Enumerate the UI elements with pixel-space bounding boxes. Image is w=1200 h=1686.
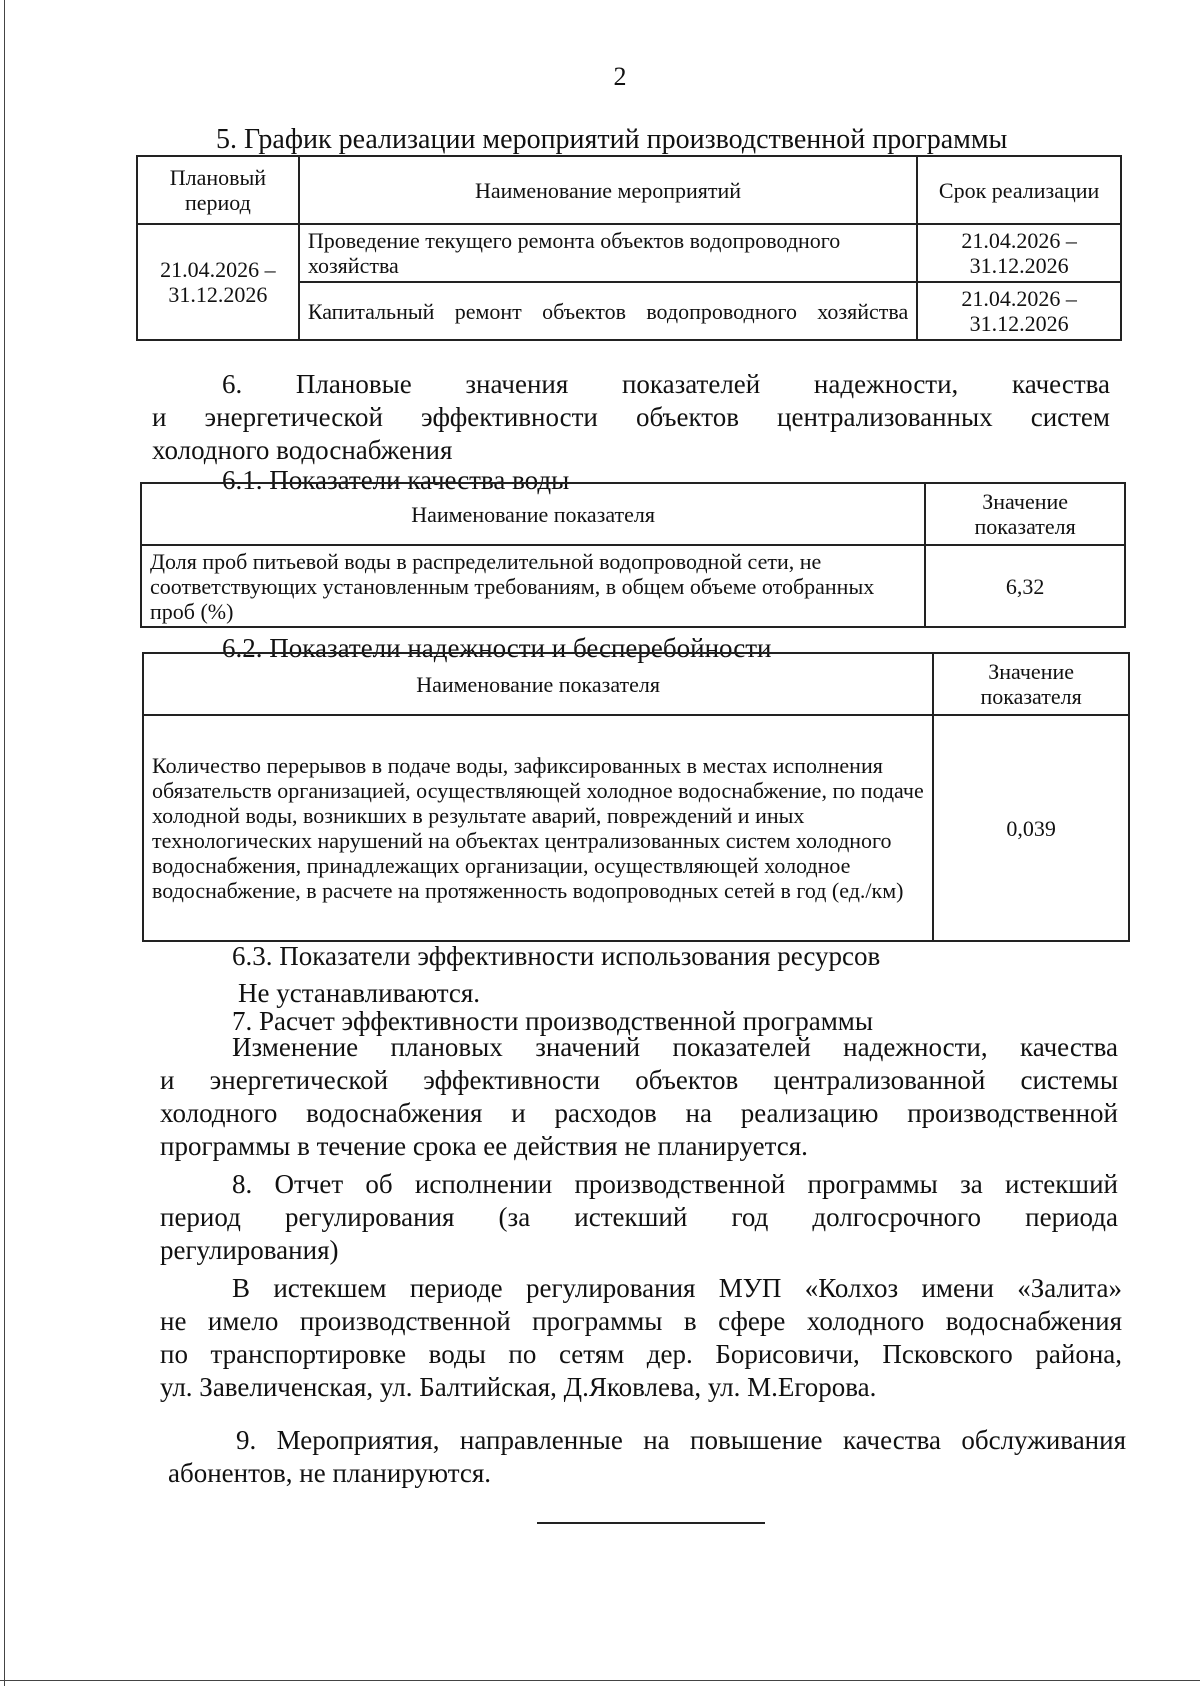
scan-border-bottom [0,1680,1200,1681]
col-header-indicator: Наименование показателя [143,653,933,715]
section8-title-line2: период регулирования (за истекший год долгосрочного периода [160,1202,1118,1232]
section6-title-line3: холодного водоснабжения [152,435,453,465]
activity-term: 21.04.2026 – 31.12.2026 [917,282,1121,340]
section61-title: 6.1. Показатели качества воды [222,465,570,495]
section9-line1: 9. Мероприятия, направленные на повышение качества обслуживания [236,1425,1126,1455]
activity-term: 21.04.2026 – 31.12.2026 [917,224,1121,282]
reliability-table [142,652,1130,942]
section6-title-line1: 6. Плановые значения показателей надежности, качества [222,369,1110,399]
section8-paragraph-line3: по транспортировке воды по сетям дер. Борисовичи, Псковского района, [160,1339,1122,1369]
table-row [143,715,1129,941]
indicator-value: 0,039 [933,715,1129,941]
indicator-value: 6,32 [925,545,1125,627]
section62-title: 6.2. Показатели надежности и бесперебойности [222,633,772,663]
section7-title: 7. Расчет эффективности производственной программы [232,1006,874,1036]
table-row [137,224,1121,282]
period-cell: 21.04.2026 – 31.12.2026 [137,224,299,340]
activity-name-text: Капитальный ремонт объектов водопроводного хозяйства [307,298,909,324]
section7-line4: программы в течение срока ее действия не планируется. [160,1131,808,1161]
col-header-term: Срок реализации [917,156,1121,224]
col-header-name: Наименование мероприятий [299,156,917,224]
closing-rule [537,1522,765,1524]
section6-title-line2: и энергетической эффективности объектов централизованных систем [152,402,1110,432]
table-header-row [143,653,1129,715]
section8-paragraph-line2: не имело производственной программы в сфере холодного водоснабжения [160,1306,1122,1336]
section8-paragraph-line1: В истекшем периоде регулирования МУП «Колхоз имени «Залита» [232,1273,1122,1303]
section7-line3: холодного водоснабжения и расходов на реализацию производственной [160,1098,1118,1128]
schedule-table [136,155,1122,341]
activity-name [299,282,917,340]
table-header-row [141,483,1125,545]
table-row [141,545,1125,627]
section9-line2: абонентов, не планируются. [168,1458,492,1488]
section63-title: 6.3. Показатели эффективности использования ресурсов [232,941,881,971]
indicator-name: Количество перерывов в подаче воды, зафиксированных в местах исполнения обязательств организацией, осуществляющей холодное водоснабжение, по подаче холодной воды, возникших в результате аварий, повреждений и иных технологических нарушений на объектах централизованных систем холодного водоснабжения, принадлежащих организации, осуществляющей холодное водоснабжение, в расчете на протяженность водопроводных сетей в год (ед./км) [143,715,933,941]
section63-text: Не устанавливаются. [238,978,481,1008]
section8-title-line3: регулирования) [160,1235,339,1265]
col-header-value: Значение показателя [933,653,1129,715]
section8-title-line1: 8. Отчет об исполнении производственной программы за истекший [232,1169,1118,1199]
water-quality-table [140,482,1126,628]
col-header-indicator: Наименование показателя [141,483,925,545]
activity-name: Проведение текущего ремонта объектов водопроводного хозяйства [299,224,917,282]
section7-line2: и энергетической эффективности объектов централизованной системы [160,1065,1118,1095]
section7-line1: Изменение плановых значений показателей надежности, качества [232,1032,1118,1062]
table-header-row [137,156,1121,224]
indicator-name: Доля проб питьевой воды в распределительной водопроводной сети, не соответствующих установленным требованиям, в общем объеме отобранных проб (%) [141,545,925,627]
col-header-period: Плановый период [137,156,299,224]
scan-border-left [4,0,5,1686]
section8-paragraph-line4: ул. Завеличенская, ул. Балтийская, Д.Яковлева, ул. М.Егорова. [160,1372,877,1402]
section5-title: 5. График реализации мероприятий производственной программы [216,124,1008,155]
col-header-value: Значение показателя [925,483,1125,545]
page-number: 2 [613,62,627,91]
